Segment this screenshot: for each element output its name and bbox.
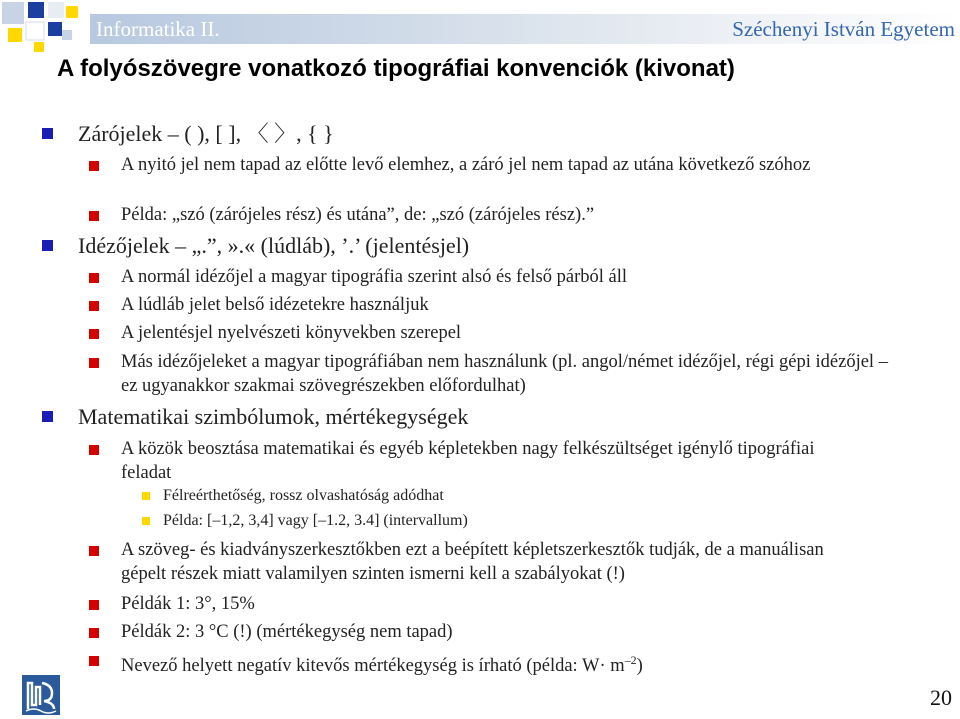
bullet-marker-icon bbox=[89, 600, 99, 610]
bullet-text-main: Nevező helyett negatív kitevős mértékegység is írható (példa: W· m bbox=[121, 656, 625, 677]
bullet-item bbox=[121, 538, 861, 586]
bullet-item bbox=[121, 648, 921, 678]
bullet-item bbox=[121, 153, 881, 177]
bullet-marker-icon bbox=[89, 546, 99, 556]
bullet-marker-icon bbox=[42, 240, 53, 251]
bullet-item bbox=[121, 321, 931, 345]
bullet-marker-icon bbox=[89, 656, 99, 666]
bullet-text: A szöveg- és kiadványszerkesztőkben ezt a beépített képletszerkesztők tudják, de a manuálisan gépelt részek miatt valamilyen szinten ismerni kell a szabályokat (!) bbox=[121, 540, 824, 584]
bullet-marker-icon bbox=[89, 329, 99, 339]
bullet-marker-icon bbox=[89, 628, 99, 638]
bullet-item bbox=[78, 233, 938, 259]
bullet-marker-icon bbox=[89, 211, 99, 221]
bullet-item bbox=[121, 592, 881, 616]
exponent: –2 bbox=[624, 653, 637, 667]
bullet-item bbox=[121, 620, 881, 644]
bullet-text: Példák 2: 3 °C (!) (mértékegység nem tapad) bbox=[121, 622, 453, 642]
bullet-marker-icon bbox=[89, 358, 99, 368]
bullet-marker-icon bbox=[89, 273, 99, 283]
bullet-text: A lúdláb jelet belső idézetekre használjuk bbox=[121, 295, 429, 315]
bullet-text-end: ) bbox=[636, 656, 643, 677]
bullet-text: Példa: „szó (zárójeles rész) és utána”, de: „szó (zárójeles rész).” bbox=[121, 205, 595, 225]
bullet-marker-icon bbox=[42, 411, 53, 422]
bullet-text: Idézőjelek – „.”, ».« (lúdláb), ’.’ (jelentésjel) bbox=[78, 233, 470, 258]
bullet-marker-icon bbox=[142, 517, 150, 525]
university-logo-icon bbox=[22, 675, 60, 715]
bullet-text: A közök beosztása matematikai és egyéb képletekben nagy felkészültséget igénylő tipográfiai feladat bbox=[121, 439, 815, 483]
bullet-text: A jelentésjel nyelvészeti könyvekben szerepel bbox=[121, 323, 462, 343]
bullet-item bbox=[78, 121, 938, 147]
bullet-text: Más idézőjeleket a magyar tipográfiában nem használunk (pl. angol/német idézőjel, régi gépi idézőjel – ez ugyanakkor szakmai szövegrészekben előfordulhat) bbox=[121, 352, 888, 396]
bullet-marker-icon bbox=[89, 301, 99, 311]
bullet-item bbox=[121, 437, 831, 485]
bullet-text: Zárójelek – ( ), [ ], 〈 〉, { } bbox=[78, 121, 334, 146]
bullet-text: Példák 1: 3°, 15% bbox=[121, 594, 255, 614]
bullet-marker-icon bbox=[142, 492, 150, 500]
bullet-text: A nyitó jel nem tapad az előtte levő elemhez, a záró jel nem tapad az utána következő szóhoz bbox=[121, 155, 811, 175]
bullet-item bbox=[121, 350, 901, 398]
page-number: 20 bbox=[930, 685, 952, 710]
slide-title: A folyószövegre vonatkozó tipográfiai konvenciók (kivonat) bbox=[57, 55, 735, 82]
bullet-text: A normál idézőjel a magyar tipográfia szerint alsó és felső párból áll bbox=[121, 267, 628, 287]
bullet-item bbox=[121, 293, 931, 317]
course-title: Informatika II. bbox=[96, 17, 220, 41]
bullet-text bbox=[121, 648, 921, 678]
bullet-marker-icon bbox=[42, 128, 53, 139]
bullet-item bbox=[163, 511, 923, 531]
squares-logo-icon bbox=[0, 0, 90, 55]
bullet-item bbox=[163, 486, 923, 506]
university-name: Széchenyi István Egyetem bbox=[732, 17, 955, 41]
bullet-item bbox=[121, 203, 931, 227]
bullet-text: Matematikai szimbólumok, mértékegységek bbox=[78, 404, 469, 429]
bullet-text: Példa: [–1,2, 3,4] vagy [–1.2, 3.4] (intervallum) bbox=[163, 512, 468, 529]
bullet-item bbox=[121, 265, 931, 289]
bullet-item bbox=[78, 404, 938, 430]
bullet-marker-icon bbox=[89, 161, 99, 171]
bullet-text: Félreérthetőség, rossz olvashatóság adódhat bbox=[163, 487, 444, 504]
bullet-marker-icon bbox=[89, 445, 99, 455]
